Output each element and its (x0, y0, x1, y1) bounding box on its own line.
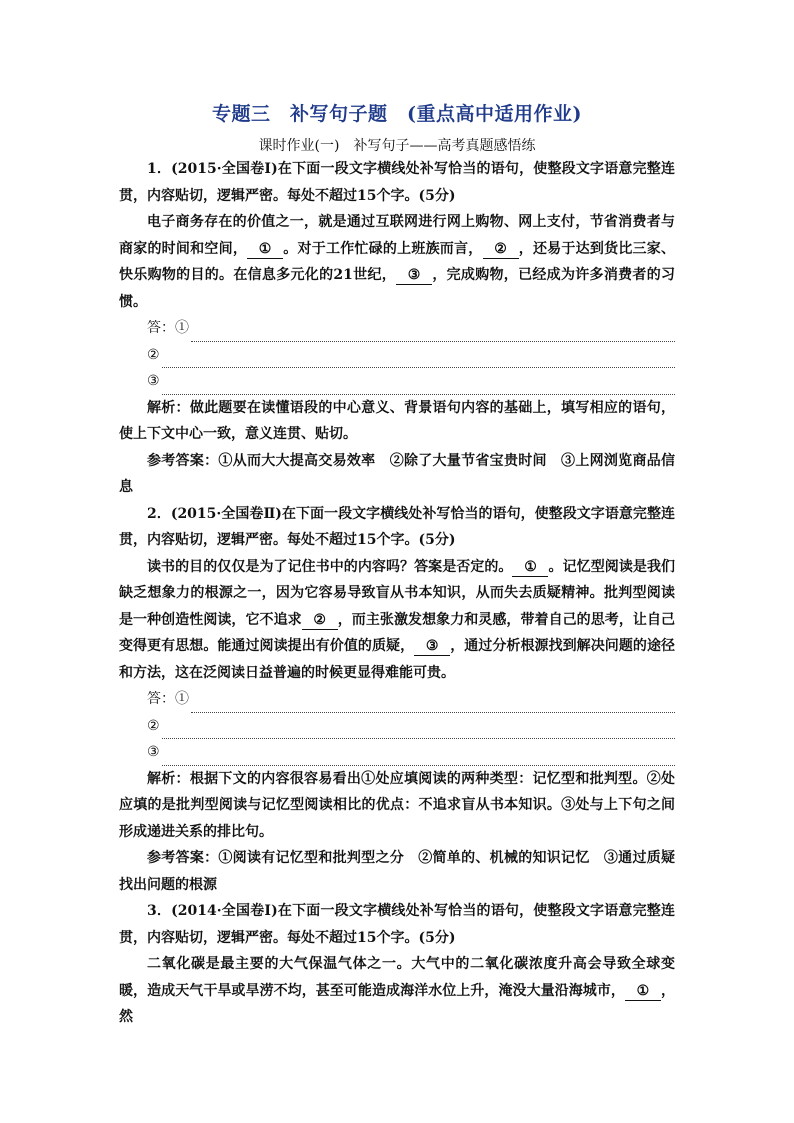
blank-1: ① (512, 558, 548, 577)
question-1-passage: 电子商务存在的价值之一，就是通过互联网进行网上购物、网上支付，节省消费者与商家的时间和空间， ① 。对于工作忙碌的上班族而言， ② ，还易于达到货比三家、快乐购物的目的。在信息多元化的21世纪， ③ ，完成购物，已经成为许多消费者的习惯。 (119, 214, 676, 310)
question-2-prompt: 2．(2015·全国卷Ⅱ)在下面一段文字横线处补写恰当的语句，使整段文字语意完整连贯，内容贴切，逻辑严密。每处不超过15个字。(5分) (119, 505, 675, 548)
question-3-passage: 二氧化碳是最主要的大气保温气体之一。大气中的二氧化碳浓度升高会导致全球变暖，造成天气干旱或旱涝不均，甚至可能造成海洋水位上升，淹没大量沿海城市， ① ，然 (119, 956, 676, 1025)
question-1-analysis: 解析：做此题要在读懂语段的中心意义、背景语句内容的基础上，填写相应的语句，使上下文中心一致，意义连贯、贴切。 (119, 399, 675, 442)
blank-1: ① (625, 982, 661, 1001)
question-2-analysis: 解析：根据下文的内容很容易看出①处应填阅读的两种类型：记忆型和批判型。②处应填的是批判型阅读与记忆型阅读相比的优点：不追求盲从书本知识。③处与上下句之间形成递进关系的排比句。 (119, 770, 675, 840)
page-title: 专题三 补写句子题 (重点高中适用作业) (212, 103, 582, 125)
blank-2: ② (302, 611, 338, 630)
answer-line-1[interactable]: 答：① (119, 686, 675, 713)
question-1-reference: 参考答案：①从而大大提高交易效率 ②除了大量节省宝贵时间 ③上网浏览商品信息 (119, 452, 675, 495)
blank-3: ③ (414, 637, 450, 656)
answer-line-3[interactable]: ③ (119, 368, 675, 395)
content-body (119, 156, 675, 1031)
answer-line-2[interactable]: ② (119, 713, 675, 740)
question-2-passage: 读书的目的仅仅是为了记住书中的内容吗？答案是否定的。 ① 。记忆型阅读是我们缺乏想象力的根源之一，因为它容易导致盲从书本知识，从而失去质疑精神。批判型阅读是一种创造性阅读，它不追求 ② ，而主张激发想象力和灵感，带着自己的思考，让自己变得更有思想。能通过阅读提出有价值的质疑， ③ ，通过分析根源找到解决问题的途径和方法，这在泛阅读日益普遍的时候更显得难能可贵。 (119, 558, 676, 681)
page-subtitle: 课时作业(一) 补写句子——高考真题感悟练 (258, 138, 536, 154)
question-2-reference: 参考答案：①阅读有记忆型和批判型之分 ②简单的、机械的知识记忆 ③通过质疑找出问题的根源 (119, 850, 675, 893)
blank-1: ① (247, 240, 283, 259)
blank-2: ② (483, 240, 519, 259)
answer-line-3[interactable]: ③ (119, 739, 675, 766)
answer-line-1[interactable]: 答：① (119, 315, 675, 342)
blank-3: ③ (396, 266, 432, 285)
question-3-prompt: 3．(2014·全国卷Ⅰ)在下面一段文字横线处补写恰当的语句，使整段文字语意完整连贯，内容贴切，逻辑严密。每处不超过15个字。(5分) (119, 903, 675, 946)
answer-line-2[interactable]: ② (119, 342, 675, 369)
question-1-prompt: 1．(2015·全国卷Ⅰ)在下面一段文字横线处补写恰当的语句，使整段文字语意完整连贯，内容贴切，逻辑严密。每处不超过15个字。(5分) (119, 161, 675, 204)
